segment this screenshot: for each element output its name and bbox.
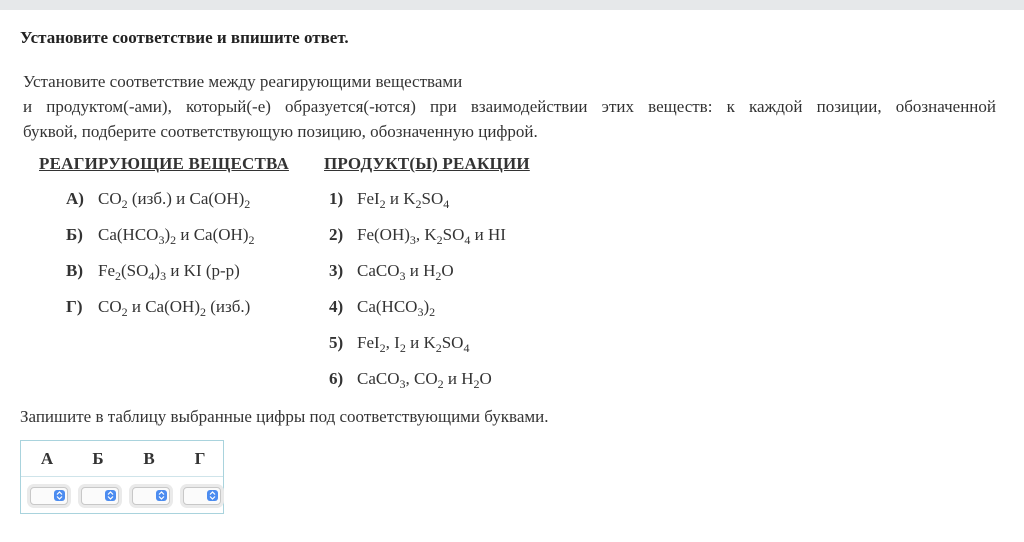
reactant-item: [66, 225, 254, 245]
reactant-item-formula: $CO_2$ и $Ca(OH)_2$ (изб.): [98, 297, 251, 319]
product-item: [329, 261, 454, 281]
product-item-label: 6): [329, 369, 344, 388]
product-item-formula: CaCO$_3$, $CO_2$ и $H_2O$: [357, 369, 492, 391]
product-item-formula: $Fe(OH)_3$, $K_2SO_4$ и HI: [357, 225, 506, 247]
reactants-column-title: РЕАГИРУЮЩИЕ ВЕЩЕСТВА: [39, 154, 289, 173]
top-bar: [0, 0, 1024, 10]
answer-instruction: Запишите в таблицу выбранные цифры под соответствующими буквами.: [20, 407, 549, 426]
up-down-chevron-icon: [207, 490, 218, 501]
product-item-formula: $Ca(HCO_3)_2$: [357, 297, 436, 319]
product-item-formula: FeI$_2$, $I_2$ и $K_2SO_4$: [357, 333, 470, 355]
task-heading: Установите соответствие и впишите ответ.: [20, 28, 349, 47]
reactant-item: [66, 189, 250, 209]
reactant-item-label: Г): [66, 297, 83, 316]
answer-table: [20, 440, 224, 514]
reactant-item-label: Б): [66, 225, 83, 244]
products-column-title: ПРОДУКТ(Ы) РЕАКЦИИ: [324, 154, 530, 173]
reactant-item: [66, 261, 240, 281]
answer-header: Г: [194, 449, 206, 468]
reactant-item: [66, 297, 250, 317]
answer-select-v[interactable]: [132, 487, 170, 505]
up-down-chevron-icon: [156, 490, 167, 501]
answer-select-b[interactable]: [81, 487, 119, 505]
up-down-chevron-icon: [54, 490, 65, 501]
reactant-item-label: В): [66, 261, 83, 280]
product-item: [329, 225, 506, 245]
product-item: [329, 369, 492, 389]
product-item-formula: CaCO$_3$ и $H_2O$: [357, 261, 454, 283]
product-item-formula: FeI$_2$ и $K_2SO_4$: [357, 189, 450, 211]
intro-line: и продуктом(-ами), который(-е) образуется(-ются) при взаимодействии этих веществ: к каждой позиции, обозначенной: [23, 97, 996, 116]
task-intro: [23, 69, 996, 144]
reactant-item-formula: $Ca(HCO_3)_2$ и $Ca(OH)_2$: [98, 225, 255, 247]
product-item-label: 4): [329, 297, 344, 316]
product-item-label: 1): [329, 189, 344, 208]
product-item-label: 5): [329, 333, 344, 352]
product-item: [329, 189, 449, 209]
answer-header: Б: [92, 449, 104, 468]
intro-line: Установите соответствие между реагирующими веществами: [23, 72, 463, 91]
answer-header: А: [40, 449, 54, 468]
answer-header: В: [143, 449, 155, 468]
answer-select-g[interactable]: [183, 487, 221, 505]
product-item: [329, 297, 435, 317]
reactant-item-label: А): [66, 189, 84, 208]
answer-select-a[interactable]: [30, 487, 68, 505]
reactant-item-formula: $Fe_2(SO_4)_3$ и KI (р-р): [98, 261, 240, 283]
intro-line: буквой, подберите соответствующую позицию, обозначенную цифрой.: [23, 122, 538, 141]
product-item-label: 2): [329, 225, 344, 244]
up-down-chevron-icon: [105, 490, 116, 501]
reactant-item-formula: $CO_2$ (изб.) и $Ca(OH)_2$: [98, 189, 251, 211]
table-divider: [21, 476, 223, 477]
product-item: [329, 333, 469, 353]
product-item-label: 3): [329, 261, 344, 280]
